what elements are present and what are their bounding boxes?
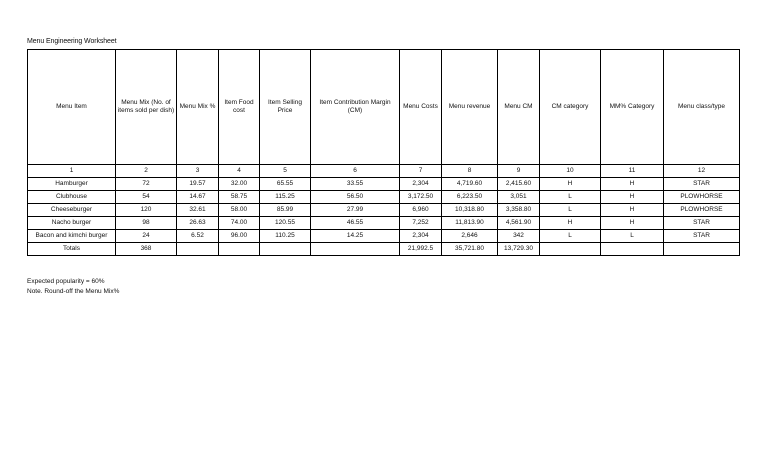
table-row [28, 230, 740, 243]
cell-selling-price: 85.99 [260, 204, 311, 217]
cell-menu-revenue: 4,719.60 [442, 178, 498, 191]
cell-empty [601, 243, 664, 256]
cell-menu-class: STAR [664, 178, 740, 191]
table-row [28, 178, 740, 191]
cell-item-cm: 46.55 [311, 217, 400, 230]
cell-menu-costs: 3,172.50 [400, 191, 442, 204]
column-header-menu-mix: Menu Mix (No. of items sold per dish) [116, 50, 177, 165]
cell-mm-category: H [601, 204, 664, 217]
cell-food-cost: 96.00 [219, 230, 260, 243]
cell-cm-category: L [540, 230, 601, 243]
cell-menu-mix: 54 [116, 191, 177, 204]
cell-menu-mix-pct: 32.61 [177, 204, 219, 217]
column-number: 8 [442, 165, 498, 178]
column-header-menu-class: Menu class/type [664, 50, 740, 165]
cell-menu-mix: 120 [116, 204, 177, 217]
cell-item-cm: 33.55 [311, 178, 400, 191]
cell-total-menu-mix: 368 [116, 243, 177, 256]
cell-totals-label: Totals [28, 243, 116, 256]
cell-item-cm: 14.25 [311, 230, 400, 243]
cell-menu-revenue: 10,318.80 [442, 204, 498, 217]
cell-selling-price: 65.55 [260, 178, 311, 191]
cell-empty [540, 243, 601, 256]
cell-food-cost: 32.00 [219, 178, 260, 191]
column-number: 12 [664, 165, 740, 178]
cell-menu-costs: 6,960 [400, 204, 442, 217]
column-number: 3 [177, 165, 219, 178]
table-row [28, 217, 740, 230]
cell-menu-cm: 2,415.60 [498, 178, 540, 191]
cell-menu-item: Bacon and kimchi burger [28, 230, 116, 243]
rounding-note: Note. Round-off the Menu Mix% [27, 288, 120, 295]
cell-mm-category: L [601, 230, 664, 243]
cell-selling-price: 120.55 [260, 217, 311, 230]
cell-empty [664, 243, 740, 256]
column-header-mm-category: MM% Category [601, 50, 664, 165]
cell-total-menu-cm: 13,729.30 [498, 243, 540, 256]
cell-menu-mix: 98 [116, 217, 177, 230]
cell-mm-category: H [601, 178, 664, 191]
cell-total-menu-costs: 21,992.5 [400, 243, 442, 256]
cell-menu-mix-pct: 26.63 [177, 217, 219, 230]
column-header-menu-item: Menu Item [28, 50, 116, 165]
cell-menu-revenue: 2,646 [442, 230, 498, 243]
menu-engineering-table [27, 49, 740, 256]
cell-menu-mix-pct: 6.52 [177, 230, 219, 243]
column-number: 11 [601, 165, 664, 178]
cell-mm-category: H [601, 191, 664, 204]
cell-empty [311, 243, 400, 256]
cell-menu-class: STAR [664, 230, 740, 243]
column-header-menu-costs: Menu Costs [400, 50, 442, 165]
cell-menu-class: PLOWHORSE [664, 191, 740, 204]
cell-food-cost: 58.00 [219, 204, 260, 217]
worksheet-title: Menu Engineering Worksheet [27, 38, 117, 45]
cell-food-cost: 74.00 [219, 217, 260, 230]
totals-row [28, 243, 740, 256]
column-header-menu-mix-pct: Menu Mix % [177, 50, 219, 165]
column-number: 10 [540, 165, 601, 178]
column-header-menu-cm: Menu CM [498, 50, 540, 165]
column-number-row [28, 165, 740, 178]
cell-item-cm: 56.50 [311, 191, 400, 204]
column-number: 7 [400, 165, 442, 178]
column-number: 1 [28, 165, 116, 178]
cell-menu-mix-pct: 14.67 [177, 191, 219, 204]
cell-menu-costs: 7,252 [400, 217, 442, 230]
table-row [28, 204, 740, 217]
cell-mm-category: H [601, 217, 664, 230]
column-header-item-cm: Item Contribution Margin (CM) [311, 50, 400, 165]
column-number: 6 [311, 165, 400, 178]
column-number: 5 [260, 165, 311, 178]
cell-menu-mix-pct: 19.57 [177, 178, 219, 191]
cell-menu-class: STAR [664, 217, 740, 230]
cell-menu-mix: 72 [116, 178, 177, 191]
column-header-item-selling-price: Item Selling Price [260, 50, 311, 165]
cell-menu-class: PLOWHORSE [664, 204, 740, 217]
cell-menu-item: Cheeseburger [28, 204, 116, 217]
header-row [28, 50, 740, 165]
column-number: 9 [498, 165, 540, 178]
cell-cm-category: L [540, 204, 601, 217]
cell-empty [260, 243, 311, 256]
cell-menu-cm: 3,051 [498, 191, 540, 204]
cell-cm-category: L [540, 191, 601, 204]
cell-menu-item: Clubhouse [28, 191, 116, 204]
cell-cm-category: H [540, 217, 601, 230]
cell-selling-price: 115.25 [260, 191, 311, 204]
cell-menu-revenue: 11,813.90 [442, 217, 498, 230]
worksheet-notes [27, 277, 119, 297]
cell-empty [219, 243, 260, 256]
cell-item-cm: 27.99 [311, 204, 400, 217]
cell-menu-costs: 2,304 [400, 230, 442, 243]
cell-menu-cm: 342 [498, 230, 540, 243]
table-row [28, 191, 740, 204]
cell-menu-cm: 3,358.80 [498, 204, 540, 217]
expected-popularity-note: Expected popularity = 60% [27, 278, 105, 285]
cell-empty [177, 243, 219, 256]
column-number: 2 [116, 165, 177, 178]
column-header-cm-category: CM category [540, 50, 601, 165]
cell-menu-cm: 4,561.90 [498, 217, 540, 230]
cell-menu-mix: 24 [116, 230, 177, 243]
cell-total-menu-revenue: 35,721.80 [442, 243, 498, 256]
cell-menu-item: Hamburger [28, 178, 116, 191]
cell-cm-category: H [540, 178, 601, 191]
column-number: 4 [219, 165, 260, 178]
cell-food-cost: 58.75 [219, 191, 260, 204]
cell-menu-item: Nacho burger [28, 217, 116, 230]
cell-menu-revenue: 6,223.50 [442, 191, 498, 204]
column-header-item-food-cost: Item Food cost [219, 50, 260, 165]
cell-menu-costs: 2,304 [400, 178, 442, 191]
column-header-menu-revenue: Menu revenue [442, 50, 498, 165]
cell-selling-price: 110.25 [260, 230, 311, 243]
